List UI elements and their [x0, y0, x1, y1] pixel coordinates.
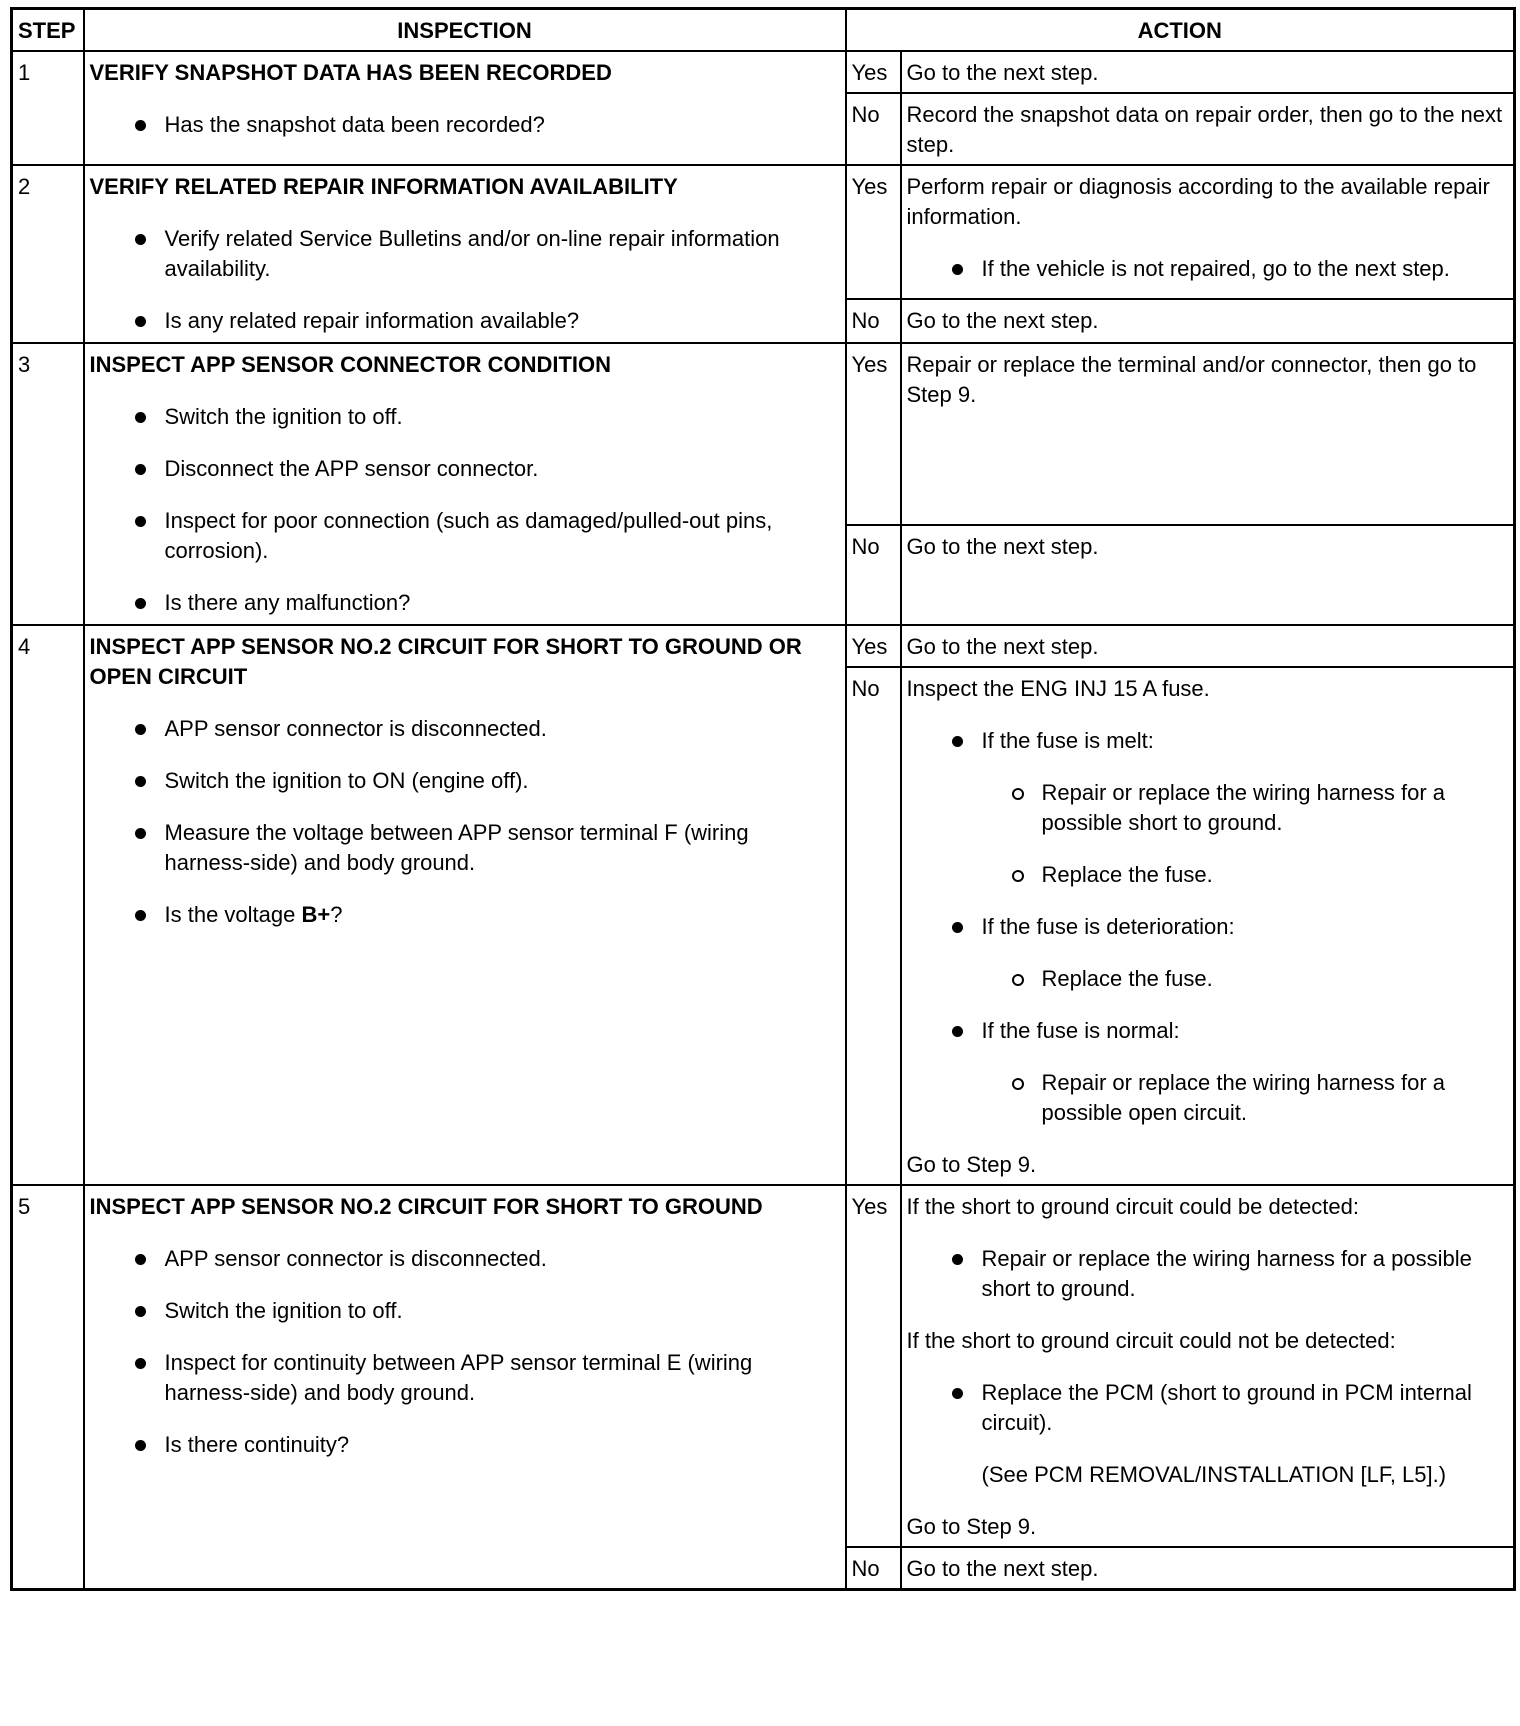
inspection-bullet: Is there any malfunction?: [135, 588, 840, 618]
step-1-inspection: [84, 51, 846, 165]
no-label: No: [846, 667, 901, 1185]
action-footer: Go to Step 9.: [906, 1514, 1037, 1539]
diagnostic-table: [10, 7, 1516, 1591]
step-1-yes-row: [12, 51, 1515, 93]
step-5-yes-row: [12, 1185, 1515, 1547]
inspection-bullet: Switch the ignition to ON (engine off).: [135, 766, 840, 796]
fuse-case-label: If the fuse is normal:: [981, 1018, 1180, 1043]
reference-note: (See PCM REMOVAL/INSTALLATION [LF, L5].): [981, 1462, 1447, 1487]
step-number: 5: [12, 1185, 84, 1590]
sub-bullets: [937, 964, 1509, 994]
fuse-case: [952, 726, 1509, 890]
step-4-inspection: [84, 625, 846, 1185]
inspection-bullet: Verify related Service Bulletins and/or on-line repair information availability.: [135, 224, 840, 284]
inspection-bullet: APP sensor connector is disconnected.: [135, 714, 840, 744]
inspection-bullet: Inspect for poor connection (such as damaged/pulled-out pins, corrosion).: [135, 506, 840, 566]
action-footer: Go to Step 9.: [906, 1152, 1037, 1177]
sub-bullet: Replace the fuse.: [1012, 964, 1509, 994]
step-number: 4: [12, 625, 84, 1185]
header-row: [12, 9, 1515, 52]
sub-bullets: [937, 1068, 1509, 1128]
step-title: INSPECT APP SENSOR NO.2 CIRCUIT FOR SHORT TO GROUND OR OPEN CIRCUIT: [89, 634, 802, 689]
yes-action: Repair or replace the terminal and/or connector, then go to Step 9.: [901, 343, 1515, 525]
yes-label: Yes: [846, 343, 901, 525]
action-bullet: If the vehicle is not repaired, go to the next step.: [952, 254, 1509, 284]
no-action: Go to the next step.: [901, 1547, 1515, 1590]
no-label: No: [846, 525, 901, 625]
inspection-bullet: Inspect for continuity between APP sensor terminal E (wiring harness-side) and body ground.: [135, 1348, 840, 1408]
sub-bullets: [937, 778, 1509, 890]
inspection-bullet: [135, 900, 840, 930]
inspection-bullets: [90, 714, 840, 930]
action-text: If the short to ground circuit could not be detected:: [906, 1328, 1396, 1353]
inspection-bullet: APP sensor connector is disconnected.: [135, 1244, 840, 1274]
step-number: 3: [12, 343, 84, 625]
no-label: No: [846, 299, 901, 344]
yes-label: Yes: [846, 51, 901, 93]
step-3-yes-row: [12, 343, 1515, 525]
yes-action: [901, 165, 1515, 299]
no-label: No: [846, 93, 901, 165]
action-bullet: [952, 1378, 1509, 1490]
sub-bullet: Repair or replace the wiring harness for a possible open circuit.: [1012, 1068, 1509, 1128]
yes-label: Yes: [846, 625, 901, 667]
step-2-inspection: [84, 165, 846, 343]
fuse-case-label: If the fuse is melt:: [981, 728, 1154, 753]
inspection-bullet: Switch the ignition to off.: [135, 1296, 840, 1326]
inspection-bullets: [90, 402, 840, 618]
action-text: Inspect the ENG INJ 15 A fuse.: [906, 676, 1210, 701]
no-action: Go to the next step.: [901, 525, 1515, 625]
inspection-bullet: Is any related repair information available?: [135, 306, 840, 336]
action-text: If the short to ground circuit could be detected:: [906, 1194, 1359, 1219]
inspection-bullet: Measure the voltage between APP sensor terminal F (wiring harness-side) and body ground.: [135, 818, 840, 878]
diagnostic-procedure-sheet: [10, 7, 1513, 1591]
header-inspection: INSPECTION: [84, 9, 846, 52]
step-2-yes-row: [12, 165, 1515, 299]
step-number: 1: [12, 51, 84, 165]
action-bullet: Repair or replace the wiring harness for a possible short to ground.: [952, 1244, 1509, 1304]
fuse-case: [952, 912, 1509, 994]
step-4-yes-row: [12, 625, 1515, 667]
step-3-inspection: [84, 343, 846, 625]
header-action: ACTION: [846, 9, 1515, 52]
header-step: STEP: [12, 9, 84, 52]
inspection-bullet: Has the snapshot data been recorded?: [135, 110, 840, 140]
no-action: Go to the next step.: [901, 299, 1515, 344]
yes-action: [901, 1185, 1515, 1547]
inspection-bullet: Disconnect the APP sensor connector.: [135, 454, 840, 484]
inspection-bullets: [90, 224, 840, 336]
action-bullets: [907, 1378, 1509, 1490]
bullet-text: Is the voltage: [164, 902, 302, 927]
step-title: INSPECT APP SENSOR NO.2 CIRCUIT FOR SHORT TO GROUND: [89, 1194, 763, 1219]
action-text: Perform repair or diagnosis according to the available repair information.: [906, 174, 1490, 229]
inspection-bullet: Switch the ignition to off.: [135, 402, 840, 432]
fuse-cases: [907, 726, 1509, 1128]
step-title: INSPECT APP SENSOR CONNECTOR CONDITION: [89, 352, 612, 377]
fuse-case: [952, 1016, 1509, 1128]
no-action: [901, 667, 1515, 1185]
step-5-inspection: [84, 1185, 846, 1590]
step-title: VERIFY SNAPSHOT DATA HAS BEEN RECORDED: [89, 60, 612, 85]
step-title: VERIFY RELATED REPAIR INFORMATION AVAILABILITY: [89, 174, 678, 199]
yes-action: Go to the next step.: [901, 625, 1515, 667]
action-bullets: [907, 1244, 1509, 1304]
action-bullet-text: Replace the PCM (short to ground in PCM internal circuit).: [981, 1380, 1472, 1435]
inspection-bullet: Is there continuity?: [135, 1430, 840, 1460]
no-label: No: [846, 1547, 901, 1590]
bullet-text: ?: [330, 902, 343, 927]
fuse-case-label: If the fuse is deterioration:: [981, 914, 1235, 939]
yes-action: Go to the next step.: [901, 51, 1515, 93]
voltage-value: B+: [301, 902, 331, 927]
sub-bullet: Repair or replace the wiring harness for a possible short to ground.: [1012, 778, 1509, 838]
yes-label: Yes: [846, 165, 901, 299]
step-number: 2: [12, 165, 84, 343]
yes-label: Yes: [846, 1185, 901, 1547]
no-action: Record the snapshot data on repair order, then go to the next step.: [901, 93, 1515, 165]
sub-bullet: Replace the fuse.: [1012, 860, 1509, 890]
inspection-bullets: [90, 1244, 840, 1460]
inspection-bullets: [90, 110, 840, 140]
action-bullets: [907, 254, 1509, 284]
